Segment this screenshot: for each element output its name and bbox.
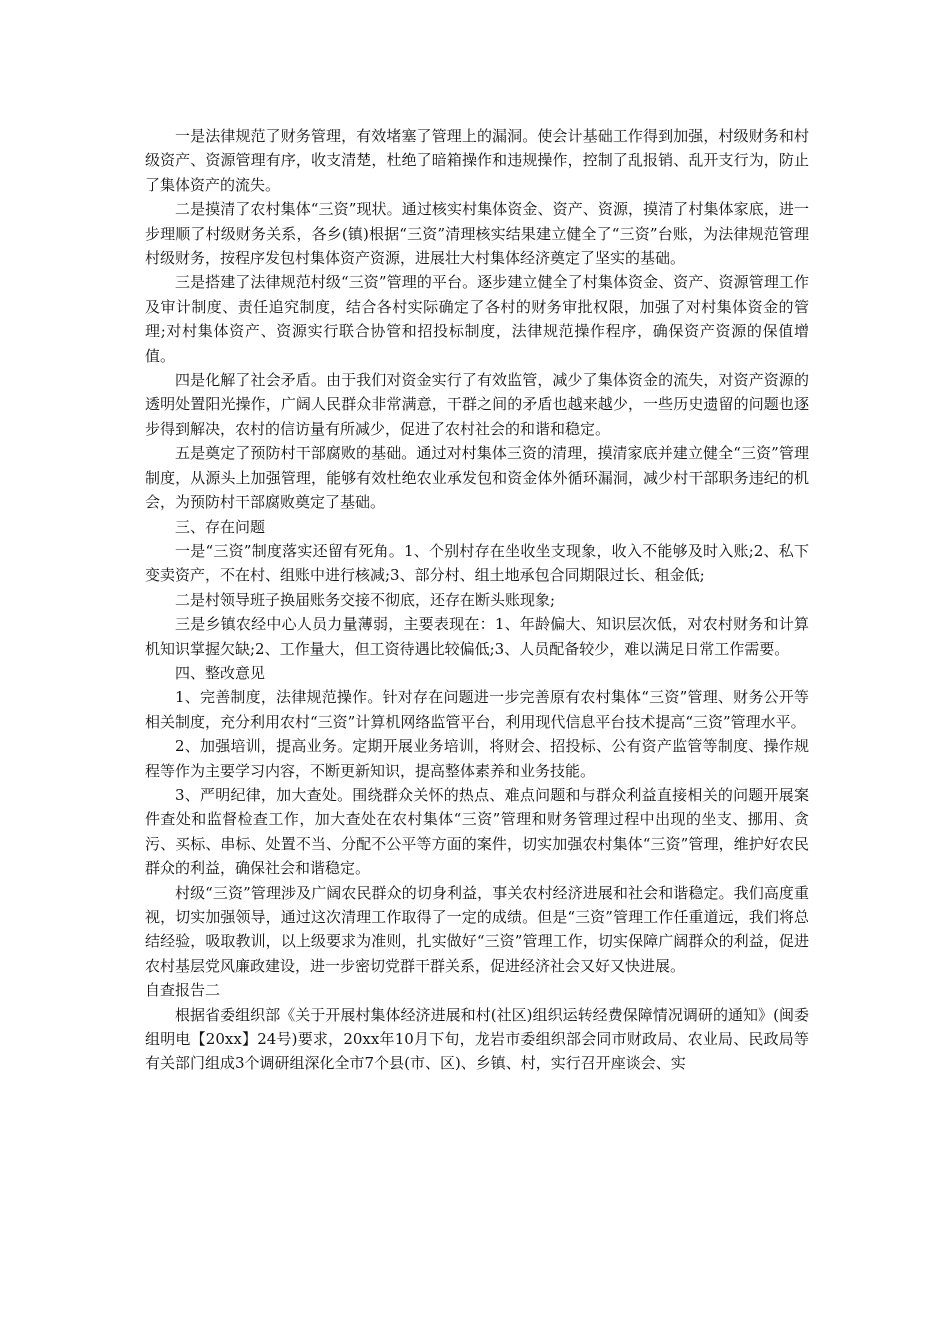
paragraph-rectification-three: 3、严明纪律，加大查处。围绕群众关怀的热点、难点问题和与群众利益直接相关的问题开展案件查处和监督检查工作，加大查处在农村集体“三资”管理和财务管理过程中出现的坐支、挪用、贪污、买标、串标、处置不当、分配不公平等方面的案件，切实加强农村集体“三资”管理，维护好农民群众的利益，确保社会和谐稳定。 xyxy=(145,785,809,878)
paragraph-rectification-two: 2、加强培训，提高业务。定期开展业务培训，将财会、招投标、公有资产监管等制度、操作规程等作为主要学习内容，不断更新知识，提高整体素养和业务技能。 xyxy=(145,737,809,780)
paragraph-report-two-intro: 根据省委组织部《关于开展村集体经济进展和村(社区)组织运转经费保障情况调研的通知》(闽委组明电【20xx】24号)要求，20xx年10月下旬，龙岩市委组织部会同市财政局、农业局、民政局等有关部门组成3个调研组深化全市7个县(市、区)、乡镇、村，实行召开座谈会、实 xyxy=(145,1005,809,1073)
paragraph-problem-one: 一是“三资”制度落实还留有死角。1、个别村存在坐收坐支现象，收入不能够及时入账;2、私下变卖资产，不在村、组账中进行核减;3、部分村、组土地承包合同期限过长、租金低; xyxy=(145,541,809,585)
paragraph-problem-two: 二是村领导班子换届账务交接不彻底，还存在断头账现象; xyxy=(175,590,556,609)
paragraph-social-conflict: 四是化解了社会矛盾。由于我们对资金实行了有效监管，减少了集体资金的流失，对资产资源的透明处置阳光操作，广阔人民群众非常满意，干群之间的矛盾也越来越少，一些历史遗留的问题也逐步得到解决，农村的信访量有所减少，促进了农村社会的和谐和稳定。 xyxy=(145,371,809,438)
paragraph-rectification-one: 1、完善制度，法律规范操作。针对存在问题进一步完善原有农村集体“三资”管理、财务公开等相关制度，充分利用农村“三资”计算机网络监管平台，利用现代信息平台技术提高“三资”管理水平。 xyxy=(145,688,809,731)
document-body xyxy=(145,124,809,1076)
paragraph-problem-three: 三是乡镇农经中心人员力量薄弱，主要表现在：1、年龄偏大、知识层次低，对农村财务和计算机知识掌握欠缺;2、工作量大，但工资待遇比较偏低;3、人员配备较少，难以满足日常工作需要。 xyxy=(145,615,809,658)
report-two-title: 自查报告二 xyxy=(145,981,221,1000)
paragraph-anti-corruption: 五是奠定了预防村干部腐败的基础。通过对村集体三资的清理，摸清家底并建立健全“三资”管理制度，从源头上加强管理，能够有效杜绝农业承发包和资金体外循环漏洞，减少村干部职务违纪的机会，为预防村干部腐败奠定了基础。 xyxy=(145,444,809,512)
paragraph-conclusion: 村级“三资”管理涉及广阔农民群众的切身利益，事关农村经济进展和社会和谐稳定。我们高度重视，切实加强领导，通过这次清理工作取得了一定的成绩。但是“三资”管理工作任重道远，我们将总结经验，吸取教训，以上级要求为准则，扎实做好“三资”管理工作，切实保障广阔群众的利益，促进农村基层党风廉政建设，进一步密切党群干群关系，促进经济社会又好又快进展。 xyxy=(145,883,809,975)
section-heading-problems: 三、存在问题 xyxy=(175,517,266,536)
section-heading-rectification: 四、整改意见 xyxy=(175,663,266,682)
paragraph-financial-management: 一是法律规范了财务管理，有效堵塞了管理上的漏洞。使会计基础工作得到加强，村级财务和村级资产、资源管理有序，收支清楚，杜绝了暗箱操作和违规操作，控制了乱报销、乱开支行为，防止了集体资产的流失。 xyxy=(145,127,809,194)
paragraph-asset-status: 二是摸清了农村集体“三资”现状。通过核实村集体资金、资产、资源，摸清了村集体家底，进一步理顺了村级财务关系，各乡(镇)根据“三资”清理核实结果建立健全了“三资”台账，为法律规范管理村级财务，按程序发包村集体资产资源，进展壮大村集体经济奠定了坚实的基础。 xyxy=(145,200,809,268)
paragraph-management-platform: 三是搭建了法律规范村级“三资”管理的平台。逐步建立健全了村集体资金、资产、资源管理工作及审计制度、责任追究制度，结合各村实际确定了各村的财务审批权限，加强了对村集体资金的管理;对村集体资产、资源实行联合协管和招投标制度，法律规范操作程序，确保资产资源的保值增值。 xyxy=(145,273,809,365)
